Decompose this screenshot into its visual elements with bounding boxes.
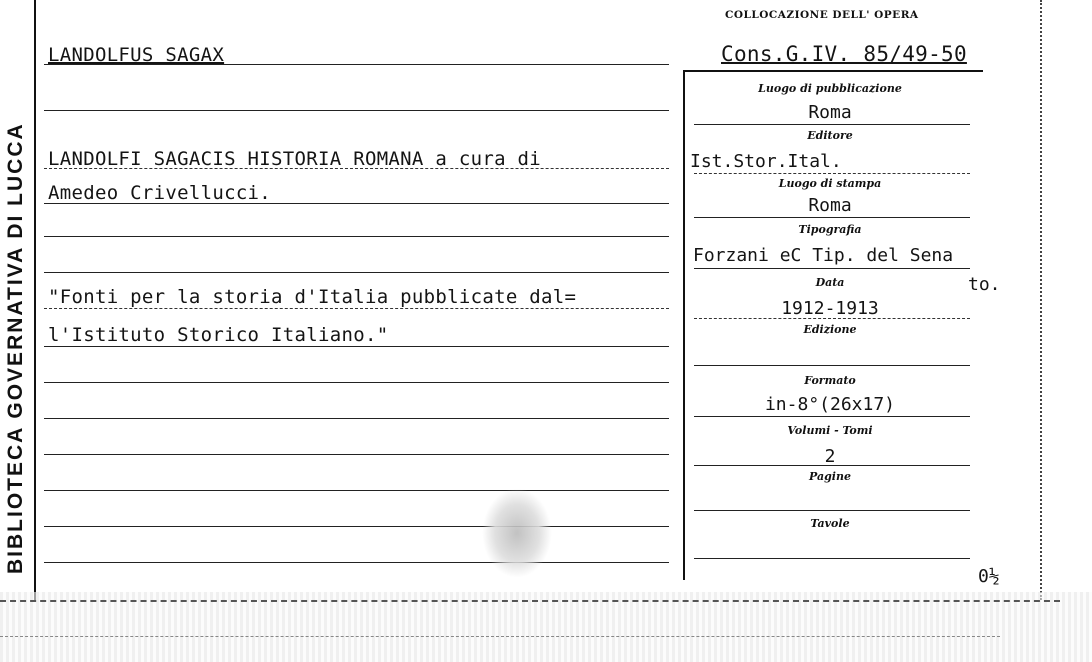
rule-line bbox=[694, 510, 970, 511]
rule-line bbox=[694, 268, 970, 269]
value-formato: in-8°(26x17) bbox=[764, 394, 896, 415]
label-formato: Formato bbox=[804, 374, 856, 387]
shelfmark: Cons.G.IV. 85/49-50 bbox=[721, 42, 967, 66]
title-line-2: Amedeo Crivellucci. bbox=[48, 182, 272, 204]
rule-line bbox=[44, 526, 669, 527]
rule-line bbox=[44, 346, 669, 347]
rule-line bbox=[44, 454, 669, 455]
details-column-top bbox=[683, 70, 983, 72]
value-luogo-pubblicazione: Roma bbox=[808, 102, 852, 123]
rule-line bbox=[694, 173, 970, 174]
label-volumi: Volumi - Tomi bbox=[787, 424, 873, 437]
value-luogo-stampa: Roma bbox=[808, 195, 852, 216]
rule-line bbox=[44, 490, 669, 491]
rule-line bbox=[694, 318, 970, 319]
label-luogo-pubblicazione: Luogo di pubblicazione bbox=[758, 82, 902, 95]
value-editore: Ist.Stor.Ital. bbox=[690, 151, 842, 172]
details-column-border bbox=[683, 70, 685, 580]
label-pagine: Pagine bbox=[809, 470, 851, 483]
corner-mark: 0½ bbox=[978, 566, 1000, 587]
rule-line bbox=[694, 558, 970, 559]
scan-smear bbox=[0, 592, 1092, 662]
library-spine bbox=[0, 0, 36, 600]
rule-line bbox=[44, 418, 669, 419]
value-volumi: 2 bbox=[824, 446, 836, 467]
rule-line bbox=[44, 382, 669, 383]
rule-line bbox=[694, 416, 970, 417]
card-right-edge bbox=[1040, 0, 1042, 600]
series-line-2: l'Istituto Storico Italiano." bbox=[48, 324, 389, 346]
title-line-1: LANDOLFI SAGACIS HISTORIA ROMANA a cura di bbox=[48, 148, 542, 170]
rule-line bbox=[44, 110, 669, 111]
label-luogo-stampa: Luogo di stampa bbox=[778, 177, 882, 190]
value-data: 1912-1913 bbox=[781, 298, 879, 319]
card-bottom-edge-2 bbox=[0, 636, 1000, 637]
label-tipografia: Tipografia bbox=[798, 223, 862, 236]
label-tavole: Tavole bbox=[810, 517, 850, 530]
rule-line bbox=[44, 236, 669, 237]
series-line-1: "Fonti per la storia d'Italia pubblicate dal= bbox=[48, 286, 577, 308]
rule-line bbox=[694, 124, 970, 125]
rule-line bbox=[44, 272, 669, 273]
value-tipografia-cont: to. bbox=[968, 274, 1001, 295]
rule-line bbox=[694, 365, 970, 366]
collocazione-header: COLLOCAZIONE DELL' OPERA bbox=[725, 9, 919, 21]
rule-line bbox=[44, 308, 669, 309]
label-data: Data bbox=[815, 276, 845, 289]
label-editore: Editore bbox=[807, 129, 853, 142]
rule-line bbox=[44, 562, 669, 563]
faded-stamp-mark bbox=[482, 488, 552, 578]
value-tipografia: Forzani eC Tip. del Sena bbox=[693, 245, 954, 266]
author-line: LANDOLFUS SAGAX bbox=[48, 44, 225, 66]
rule-line bbox=[44, 64, 669, 65]
rule-line bbox=[694, 465, 970, 466]
card-bottom-edge bbox=[0, 600, 1060, 602]
label-edizione: Edizione bbox=[803, 323, 857, 336]
library-stamp-text: BIBLIOTECA GOVERNATIVA DI LUCCA bbox=[4, 122, 27, 574]
rule-line bbox=[694, 217, 970, 218]
